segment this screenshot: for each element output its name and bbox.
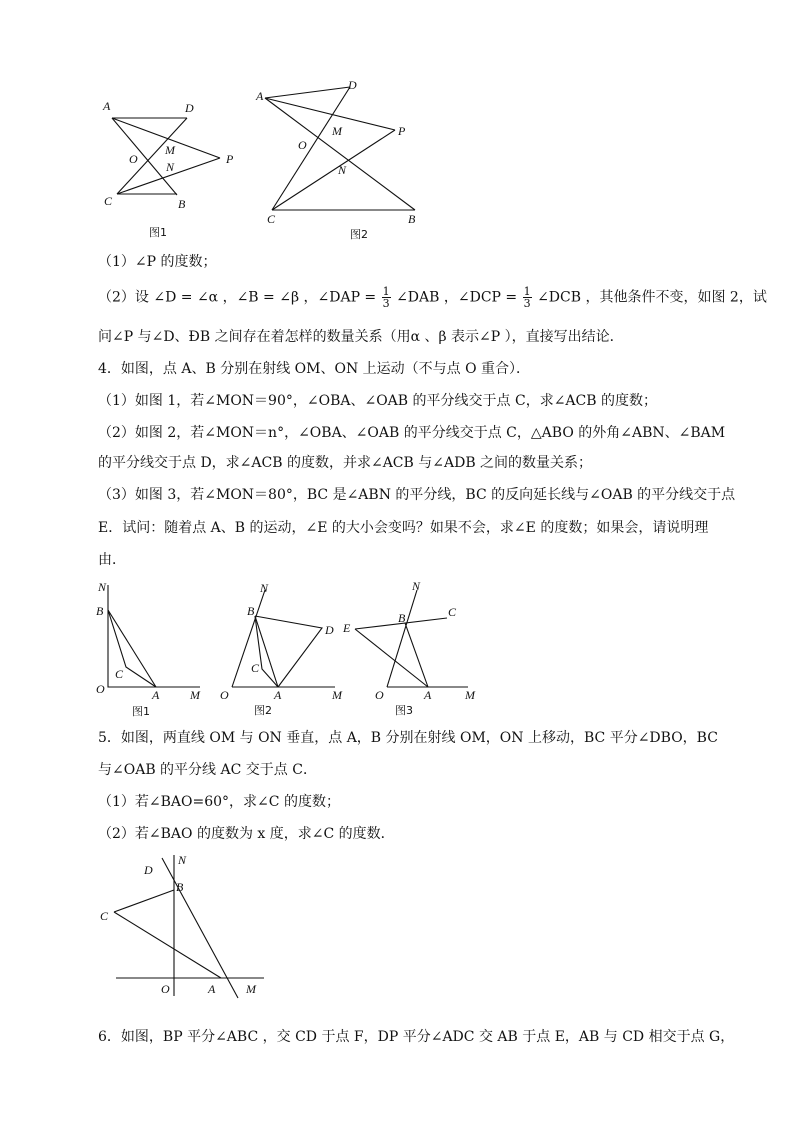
q5-figure-svg xyxy=(96,848,276,998)
q3-figure-2 xyxy=(250,75,430,245)
label-N: N xyxy=(166,160,175,174)
label-D: D xyxy=(144,863,153,877)
label-M: M xyxy=(165,143,175,157)
fraction-one-third-a xyxy=(382,286,391,309)
caption-fig2: 图2 xyxy=(254,704,272,717)
q3-figure-2-svg xyxy=(250,75,430,245)
label-O: O xyxy=(375,688,384,702)
q3-part1: （1）∠P 的度数； xyxy=(98,254,217,270)
label-M: M xyxy=(246,982,256,996)
segment-AP xyxy=(265,98,395,130)
q3-part2-a: （2）设 ∠D = ∠α ，∠B = ∠β ，∠DAP = xyxy=(98,289,377,306)
q5-part2: （2）若∠BAO 的度数为 x 度，求∠C 的度数． xyxy=(98,826,395,842)
label-O: O xyxy=(220,688,229,702)
line-DBA xyxy=(162,858,238,998)
q5-stem-line2: 与∠OAB 的平分线 AC 交于点 C． xyxy=(98,762,317,778)
label-P: P xyxy=(226,152,234,166)
caption-fig3: 图3 xyxy=(395,704,413,717)
fraction-numerator: 1 xyxy=(382,285,390,298)
label-D: D xyxy=(325,623,334,637)
caption-fig1: 图1 xyxy=(132,705,150,718)
q4-figure-2-svg xyxy=(210,578,350,720)
label-M: M xyxy=(465,688,475,702)
label-B: B xyxy=(96,604,104,618)
q4-stem: 4．如图，点 A、B 分别在射线 OM、ON 上运动（不与点 O 重合）． xyxy=(98,361,531,377)
label-A: A xyxy=(274,688,282,702)
label-O: O xyxy=(96,682,105,696)
fraction-numerator: 1 xyxy=(523,285,531,298)
q3-part2-line1 xyxy=(98,285,767,310)
label-N: N xyxy=(338,163,347,177)
segment-BA xyxy=(255,616,278,687)
label-C: C xyxy=(115,667,124,681)
label-A: A xyxy=(208,982,216,996)
label-C: C xyxy=(104,194,113,208)
fraction-denominator: 3 xyxy=(382,297,390,310)
q4-figure-1 xyxy=(88,575,213,720)
label-O: O xyxy=(129,152,138,166)
label-C: C xyxy=(251,661,260,675)
caption-fig1: 图1 xyxy=(149,226,167,239)
segment-CB xyxy=(114,890,174,912)
label-N: N xyxy=(260,581,269,595)
label-A: A xyxy=(103,99,111,113)
segment-CP xyxy=(272,130,395,210)
label-N: N xyxy=(412,579,421,593)
q4-part3-line2: E．试问：随着点 A、B 的运动，∠E 的大小会变吗？如果不会，求∠E 的度数；如果会，请说明理 xyxy=(98,520,709,536)
q5-figure xyxy=(96,848,276,998)
q3-part2-line2: 问∠P 与∠D、ÐB 之间存在着怎样的数量关系（用α 、β 表示∠P ），直接写出结论． xyxy=(98,329,624,345)
q3-part2-c: ∠DCB ，其他条件不变，如图 2，试 xyxy=(537,289,767,306)
q4-part3-line1: （3）如图 3，若∠MON＝80°，BC 是∠ABN 的平分线，BC 的反向延长线与∠OAB 的平分线交于点 xyxy=(98,487,736,503)
label-B: B xyxy=(247,604,255,618)
label-A: A xyxy=(256,89,264,103)
label-C: C xyxy=(267,212,276,226)
ray-ON xyxy=(387,590,417,687)
label-D: D xyxy=(185,101,194,115)
label-A: A xyxy=(152,688,160,702)
q5-part1: （1）若∠BAO=60°，求∠C 的度数； xyxy=(98,794,340,810)
label-B: B xyxy=(398,611,406,625)
label-O: O xyxy=(161,982,170,996)
q5-stem-line1: 5．如图，两直线 OM 与 ON 垂直，点 A，B 分别在射线 OM，ON 上移动，BC 平分∠DBO，BC xyxy=(98,730,718,746)
q4-part1: （1）如图 1，若∠MON＝90°，∠OBA、∠OAB 的平分线交于点 C，求∠ACB 的度数； xyxy=(98,393,657,409)
label-D: D xyxy=(348,78,357,92)
q4-figure-3 xyxy=(340,578,490,720)
segment-AD xyxy=(265,87,350,98)
segment-BDA xyxy=(255,616,322,687)
segment-CA xyxy=(114,912,221,978)
label-B: B xyxy=(178,197,186,211)
label-M: M xyxy=(332,688,342,702)
fraction-one-third-b xyxy=(523,286,532,309)
label-M: M xyxy=(190,688,200,702)
q3-figure-1 xyxy=(95,90,245,240)
segment-AB xyxy=(265,98,415,210)
q4-figure-3-svg xyxy=(340,578,490,720)
q4-figure-2 xyxy=(210,578,350,720)
caption-fig2: 图2 xyxy=(350,228,368,241)
label-E: E xyxy=(343,621,351,635)
q4-figure-1-svg xyxy=(88,575,213,720)
label-B: B xyxy=(176,880,184,894)
q3-part2-b: ∠DAB ，∠DCP = xyxy=(396,289,518,306)
label-N: N xyxy=(98,580,107,594)
label-C: C xyxy=(448,605,457,619)
label-M: M xyxy=(332,124,342,138)
segment-DC xyxy=(117,118,187,194)
q4-part3-line3: 由． xyxy=(98,552,126,568)
q3-figure-1-svg xyxy=(95,90,245,240)
label-P: P xyxy=(398,124,406,138)
q4-part2-line2: 的平分线交于点 D，求∠ACB 的度数，并求∠ACB 与∠ADB 之间的数量关系； xyxy=(98,455,593,471)
label-C: C xyxy=(100,909,109,923)
label-O: O xyxy=(298,138,307,152)
fraction-denominator: 3 xyxy=(523,297,531,310)
label-B: B xyxy=(408,212,416,226)
segment-DC xyxy=(272,87,350,210)
label-N: N xyxy=(178,853,187,867)
q6-stem: 6．如图，BP 平分∠ABC ，交 CD 于点 F，DP 平分∠ADC 交 AB 于点 E，AB 与 CD 相交于点 G， xyxy=(98,1029,735,1045)
q4-part2-line1: （2）如图 2，若∠MON＝n°，∠OBA、∠OAB 的平分线交于点 C，△ABO 的外角∠ABN、∠BAM xyxy=(98,425,726,441)
label-A: A xyxy=(424,688,432,702)
